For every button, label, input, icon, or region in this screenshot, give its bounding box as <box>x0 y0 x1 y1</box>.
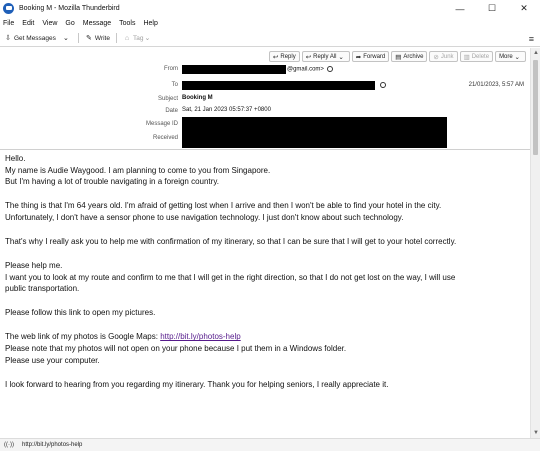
chevron-down-icon: ⌄ <box>512 53 520 61</box>
from-email-domain: @gmail.com> <box>287 66 324 73</box>
chevron-down-icon: ⌄ <box>336 53 344 61</box>
body-line: That's why I really ask you to help me with confirmation of my itinerary, so that I can be sure that I will get to your hotel correctly. <box>5 236 457 246</box>
header-body-divider <box>0 149 530 150</box>
tag-label: Tag <box>132 34 144 42</box>
window-title: Booking M - Mozilla Thunderbird <box>19 5 120 12</box>
inbox-download-icon: ⇩ <box>5 34 11 42</box>
message-id-label: Message ID <box>145 121 178 127</box>
redacted-message-id <box>182 117 447 148</box>
archive-icon: ▤ <box>395 53 402 61</box>
app-menu-icon[interactable]: ≡ <box>528 34 534 44</box>
close-button[interactable]: ✕ <box>520 3 528 13</box>
to-label: To <box>171 82 178 88</box>
menu-message[interactable]: Message <box>82 19 112 27</box>
message-actions <box>267 51 526 62</box>
contact-icon[interactable] <box>327 66 333 72</box>
menu-tools[interactable]: Tools <box>119 19 136 27</box>
contact-icon[interactable] <box>380 82 386 88</box>
scroll-thumb[interactable] <box>533 60 538 155</box>
message-body <box>5 153 527 390</box>
scroll-down-icon[interactable]: ▼ <box>533 430 539 436</box>
body-line: Unfortunately, I don't have a sensor phone to use navigation technology. I just don't know about such technology. <box>5 212 404 222</box>
body-line: Please use your computer. <box>5 355 100 365</box>
body-line: public transportation. <box>5 284 80 294</box>
toolbar-divider <box>116 33 117 43</box>
message-header-pane <box>0 48 530 148</box>
scroll-up-icon[interactable]: ▲ <box>533 50 539 56</box>
more-button[interactable] <box>495 51 526 62</box>
chevron-down-icon: ⌄ <box>144 34 151 42</box>
from-label: From <box>164 66 178 72</box>
menu-file[interactable]: File <box>3 19 15 27</box>
junk-icon: ⊘ <box>433 53 439 61</box>
body-line: My name is Audie Waygood. I am planning to come to you from Singapore. <box>5 165 271 175</box>
title-bar <box>0 0 540 17</box>
get-messages-dropdown[interactable] <box>62 35 72 42</box>
body-line: Please note that my photos will not open on your phone because I put them in a Windows folder. <box>5 344 347 354</box>
reply-button[interactable] <box>269 51 300 62</box>
junk-button[interactable] <box>429 51 457 62</box>
link-prefix: The web link of my photos is Google Maps: <box>5 332 161 342</box>
minimize-button[interactable]: — <box>455 3 465 14</box>
date-label: Date <box>165 108 178 114</box>
subject-label: Subject <box>157 96 178 102</box>
delete-button[interactable] <box>460 51 494 62</box>
connection-status-icon: ((·)) <box>4 442 14 448</box>
pencil-icon: ✎ <box>85 34 92 42</box>
write-button[interactable] <box>85 35 110 42</box>
body-line: Please help me. <box>5 261 63 271</box>
body-line: Hello. <box>5 154 26 163</box>
redacted-recipient <box>182 81 375 90</box>
reply-label: Reply <box>280 53 296 60</box>
status-bar <box>0 438 540 451</box>
menu-bar <box>0 17 540 29</box>
reply-all-button[interactable] <box>302 51 350 62</box>
body-line: The thing is that I'm 64 years old. I'm afraid of getting lost when I arrive and then I won't be able to find your hotel in the city. <box>5 201 442 211</box>
tag-icon: ⌂ <box>124 34 130 42</box>
forward-button[interactable] <box>352 51 389 62</box>
body-line: Please follow this link to open my pictures. <box>5 308 156 318</box>
body-line: But I'm having a lot of trouble navigating in a foreign country. <box>5 177 219 187</box>
received-label: Received <box>152 135 178 141</box>
main-toolbar <box>0 30 540 47</box>
subject-value: Booking M <box>182 95 213 101</box>
thunderbird-app-icon <box>3 3 14 14</box>
from-value[interactable] <box>287 66 333 73</box>
window-controls <box>444 0 540 17</box>
received-date: 21/01/2023, 5:57 AM <box>468 82 524 88</box>
menu-view[interactable]: View <box>42 19 58 27</box>
menu-help[interactable]: Help <box>143 19 158 27</box>
reply-all-label: Reply All <box>313 53 337 60</box>
photos-link[interactable]: http://bit.ly/photos-help <box>160 332 241 342</box>
archive-label: Archive <box>403 53 424 60</box>
get-messages-label: Get Messages <box>14 34 56 42</box>
get-messages-button[interactable] <box>4 35 56 42</box>
maximize-button[interactable]: ☐ <box>487 3 497 13</box>
junk-label: Junk <box>440 53 454 60</box>
redacted-sender-name <box>182 65 286 74</box>
tag-button[interactable] <box>123 35 153 42</box>
toolbar-divider <box>78 33 79 43</box>
trash-icon: ▥ <box>463 53 470 61</box>
chevron-down-icon: ⌄ <box>62 34 69 42</box>
vertical-scrollbar[interactable] <box>530 48 540 438</box>
reply-icon: ↩ <box>272 53 279 61</box>
more-label: More <box>499 53 513 60</box>
delete-label: Delete <box>471 53 490 60</box>
body-line-with-link <box>5 331 527 343</box>
menu-edit[interactable]: Edit <box>22 19 35 27</box>
forward-icon: ➦ <box>355 53 362 61</box>
forward-label: Forward <box>363 53 386 60</box>
archive-button[interactable] <box>391 51 427 62</box>
write-label: Write <box>94 34 110 42</box>
body-line: I want you to look at my route and confirm to me that I will get in the right direction, so that I do not get lost on the way, I will use <box>5 272 456 282</box>
status-url: http://bit.ly/photos-help <box>22 442 83 448</box>
body-line: I look forward to hearing from you regarding my itinerary. Thank you for helping seniors, I really appreciate it. <box>5 379 389 389</box>
reply-all-icon: ↩ <box>305 53 312 61</box>
date-value: Sat, 21 Jan 2023 05:57:37 +0800 <box>182 107 271 113</box>
menu-go[interactable]: Go <box>65 19 75 27</box>
